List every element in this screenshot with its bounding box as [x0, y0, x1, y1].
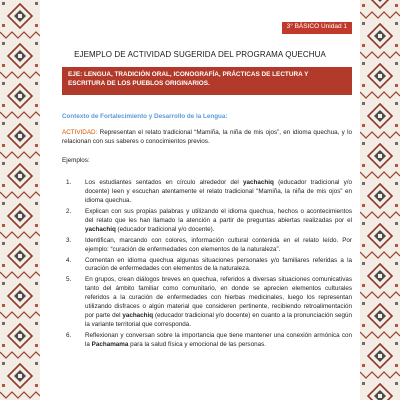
list-item: 2. Explican con sus propias palabras y utilizando el idioma quechua, hechos o acontecimientos del relato que les han llamado la atención a partir de preguntas abiertas realizadas por el yachachiq (educador tradicional y/o docente).	[66, 207, 352, 233]
decorative-border-left	[0, 0, 40, 400]
list-item: 5. En grupos, crean diálogos breves en quechua, referidos a diversas situaciones comunicativas tanto del ámbito familiar como comunitario, en donde se aprecien elementos culturales referidos a la curación de enfermedades con hierbas medicinales, luego los representan utilizando disfraces o algún material que consideren pertinente, recibiendo retroalimentación por parte del yachachiq (educador tradicional y/o docente) en cuanto a la pronunciación según la variante territorial que corresponda.	[66, 276, 352, 329]
document-page	[48, 0, 352, 400]
list-item: 4. Comentan en idioma quechua algunas situaciones personales y/o familiares referidas a la curación de enfermedades con elementos de la naturaleza.	[66, 256, 352, 273]
list-item: 3. Identifican, marcando con colores, información cultural contenida en el relato leído. Por ejemplo: “curación de enfermedades con elementos de la naturaleza”.	[66, 236, 352, 253]
activity-text: Representan el relato tradicional “Mamiña, la niña de mis ojos”, en idioma quechua, y lo relacionan con sus saberes o conocimientos previos.	[62, 129, 352, 145]
context-heading: Contexto de Fortalecimiento y Desarrollo de la Lengua:	[62, 113, 228, 120]
examples-label: Ejemplos:	[62, 157, 90, 164]
list-item: 1. Los estudiantes sentados en círculo alrededor del yachachiq (educador tradicional y/o docente) leen y escuchan atentamente el relato tradicional “Mamiña, la niña de mis ojos” en idioma quechua.	[66, 179, 352, 204]
decorative-border-right	[360, 0, 400, 400]
activity-paragraph	[62, 129, 352, 147]
andean-pattern-icon	[360, 0, 400, 400]
page-title: EJEMPLO DE ACTIVIDAD SUGERIDA DEL PROGRAMA QUECHUA	[74, 50, 326, 59]
activity-label: ACTIVIDAD:	[62, 129, 98, 136]
examples-list	[62, 179, 352, 352]
andean-pattern-icon	[0, 0, 40, 400]
list-item: 6. Reflexionan y conversan sobre la importancia que tiene mantener una conexión armónica con la Pachamama para la salud física y emocional de las personas.	[66, 332, 352, 348]
eje-banner: EJE: LENGUA, TRADICIÓN ORAL, ICONOGRAFÍA, PRÁCTICAS DE LECTURA Y ESCRITURA DE LOS PUEBLOS ORIGINARIOS.	[62, 67, 352, 95]
grade-unit-badge: 3° BÁSICO Unidad 1	[282, 22, 352, 34]
